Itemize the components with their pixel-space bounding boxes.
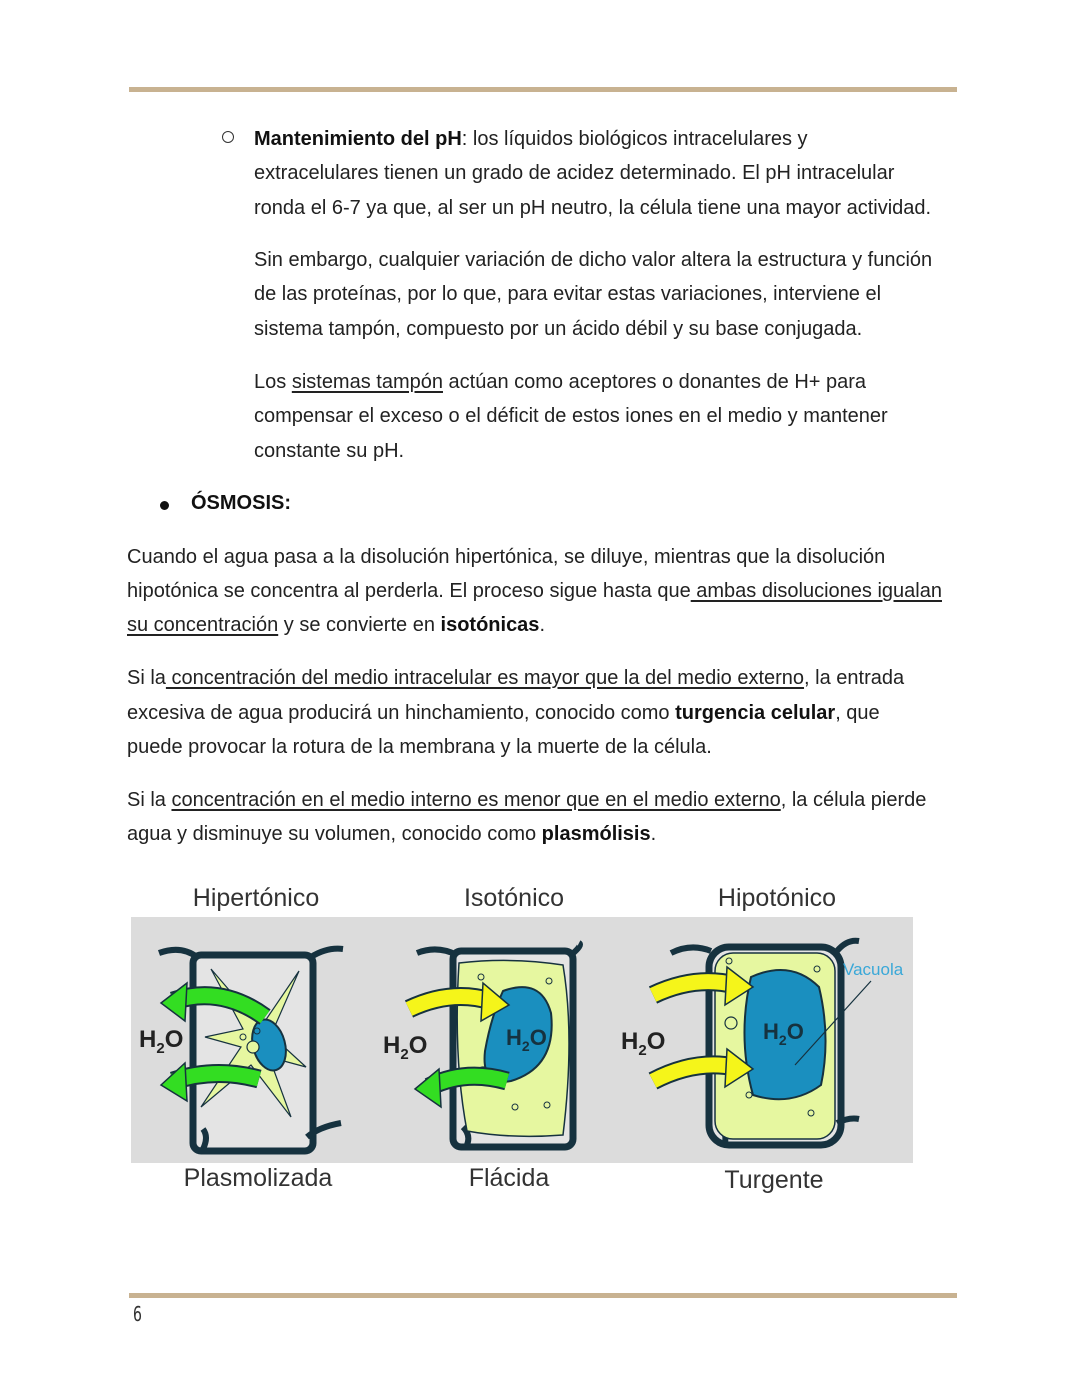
osmosis-p1-line-1: Cuando el agua pasa a la disolución hipertónica, se diluye, mientras que la disolución [127, 546, 886, 568]
water-label-3: $H_2O$ [621, 1028, 666, 1059]
osmosis-p1-line-2: hipotónica se concentra al perderla. El proceso sigue hasta que ambas disoluciones igualan [127, 580, 942, 602]
osmosis-p1-line-3: su concentración y se convierte en isotónicas. [127, 614, 545, 636]
osmosis-heading: ÓSMOSIS: [191, 492, 292, 514]
vacuole-label: Vacuola [843, 960, 904, 979]
osmosis-p3-line-2: agua y disminuye su volumen, conocido como plasmólisis. [127, 823, 657, 845]
water-label-vacuole-3: $H_2O$ [763, 1019, 804, 1048]
bottom-rule [129, 1293, 957, 1298]
circle-bullet-icon [222, 131, 234, 143]
ph-para3-line-2: compensar el exceso o el déficit de estos iones en el medio y mantener [254, 405, 888, 427]
label-flacida: Flácida [468, 1164, 550, 1192]
ph-heading: Mantenimiento del pH [254, 128, 462, 150]
page-number: 6 [133, 1302, 143, 1326]
osmosis-p2-line-3: puede provocar la rotura de la membrana y la muerte de la célula. [127, 736, 712, 758]
osmosis-p3-line-1: Si la concentración en el medio interno es menor que en el medio externo, la célula pierde [127, 789, 927, 811]
ph-para3-line-3: constante su pH. [254, 440, 405, 462]
plasmolized-cell-icon [159, 949, 343, 1151]
osmosis-figure [131, 917, 913, 1163]
ph-para2-line-1: Sin embargo, cualquier variación de dicho valor altera la estructura y función [254, 249, 933, 271]
flaccid-cell-icon [417, 943, 580, 1147]
label-hipertonico: Hipertónico [192, 884, 320, 912]
label-hipotonico: Hipotónico [717, 884, 837, 912]
top-rule [129, 87, 957, 92]
ph-para2-line-2: de las proteínas, por lo que, para evitar estas variaciones, interviene el [254, 283, 882, 305]
water-label-vacuole-2: $H_2O$ [506, 1025, 547, 1054]
label-turgente: Turgente [724, 1166, 824, 1194]
ph-para3-line-1: Los sistemas tampón actúan como aceptores o donantes de H+ para [254, 371, 867, 393]
sistemas-tampon-link: sistemas tampón [291, 371, 443, 393]
water-label-2: $H_2O$ [383, 1032, 428, 1063]
ph-para2-line-3: sistema tampón, compuesto por un ácido débil y su base conjugada. [254, 318, 863, 340]
osmosis-p2-line-1: Si la concentración del medio intracelular es mayor que la del medio externo, la entrada [127, 667, 905, 689]
ph-line-3: ronda el 6-7 ya que, al ser un pH neutro, la célula tiene una mayor actividad. [254, 197, 932, 219]
label-isotonico: Isotónico [463, 884, 565, 912]
bullet-icon [160, 501, 169, 510]
water-label-1: $H_2O$ [139, 1026, 184, 1057]
ph-line-1: Mantenimiento del pH: los líquidos biológicos intracelulares y [254, 128, 808, 150]
osmosis-p2-line-2: excesiva de agua producirá un hinchamiento, conocido como turgencia celular, que [127, 702, 880, 724]
label-plasmolizada: Plasmolizada [183, 1164, 333, 1192]
ph-line-2: extracelulares tienen un grado de acidez determinado. El pH intracelular [254, 162, 895, 184]
